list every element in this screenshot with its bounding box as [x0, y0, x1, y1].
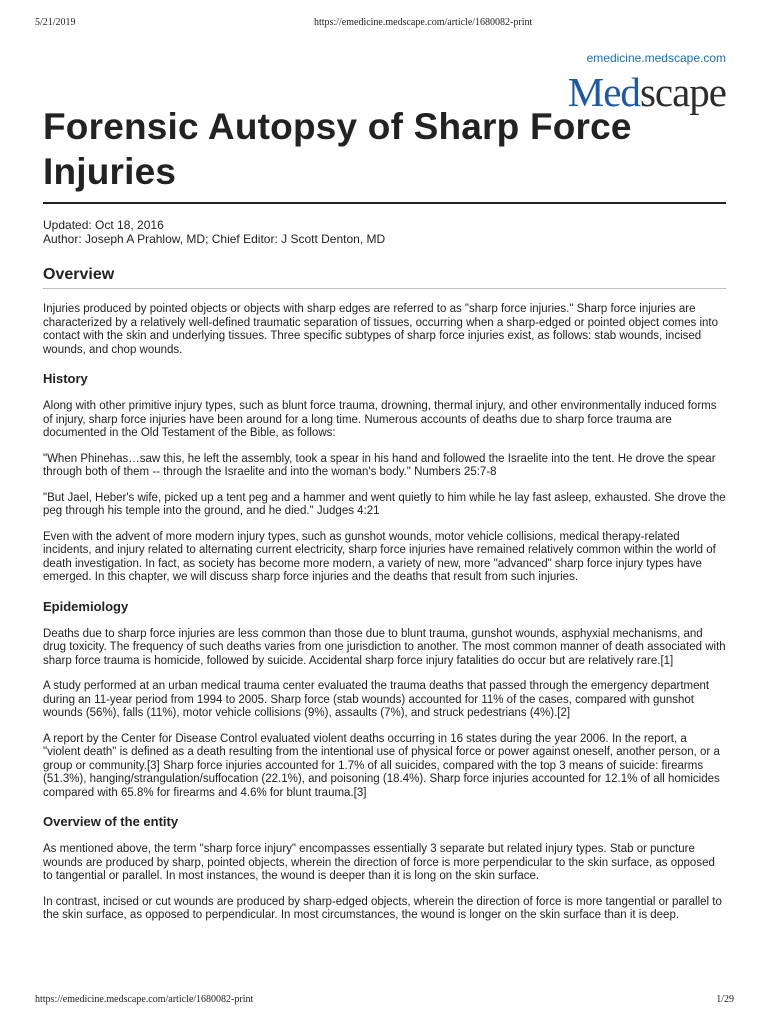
logo-part-med: Med [567, 69, 640, 115]
title-divider [43, 202, 726, 204]
epidemiology-paragraph-1: Deaths due to sharp force injuries are less common than those due to blunt trauma, gunshot wounds, asphyxial mechanisms, and drug toxicity. The frequency of such deaths varies from one jurisdiction to another. The most common manner of death associated with sharp force trauma is homicide, followed by suicide. Accidental sharp force injury fatalities do occur but are relatively rare.[1] [43, 627, 726, 667]
article-title: Forensic Autopsy of Sharp Force Injuries [43, 106, 632, 192]
overview-intro: Injuries produced by pointed objects or objects with sharp edges are referred to as "sharp force injuries." Sharp force injuries are characterized by a relatively well-defined traumatic separation of tissues, occurring when a sharp-edged or pointed object comes into contact with the skin and underlying tissues. Three specific subtypes of sharp force injuries exist, as follows: stab wounds, incised wounds, and chop wounds. [43, 303, 719, 356]
epidemiology-heading: Epidemiology [43, 598, 129, 614]
print-url[interactable]: https://emedicine.medscape.com/article/1680082-print [314, 17, 533, 28]
entity-paragraph-1: As mentioned above, the term "sharp force injury" encompasses essentially 3 separate but related injury types. Stab or puncture wounds are produced by sharp, pointed objects, wherein the direction of force is more perpendicular to the skin surface, as opposed to tangential or parallel. In most instances, the wound is deeper than it is long on the skin surface. [43, 843, 715, 882]
print-header [0, 0, 768, 28]
article-meta [43, 218, 726, 246]
footer-url[interactable]: https://emedicine.medscape.com/article/1680082-print [35, 994, 254, 1005]
entity-paragraph-2: In contrast, incised or cut wounds are produced by sharp-edged objects, wherein the direction of force is more tangential or parallel to the skin surface, as opposed to perpendicular. In most circumstances, the wound is longer on the skin surface than it is deep. [43, 895, 722, 921]
entity-heading: Overview of the entity [43, 814, 179, 829]
overview-heading: Overview [43, 266, 726, 289]
author-line: Author: Joseph A Prahlow, MD; Chief Editor: J Scott Denton, MD [43, 232, 386, 246]
history-heading: History [43, 371, 88, 386]
epidemiology-paragraph-3: A report by the Center for Disease Control evaluated violent deaths occurring in 16 states during the year 2006. In the report, a "violent death" is defined as a death resulting from the intentional use of physical force or power against oneself, another person, or a group or community.[3] Sharp force injuries accounted for 1.7% of all suicides, compared with the top 3 means of suicide: firearms (51.3%), hanging/strangulation/suffocation (22.1%), and poisoning (18.4%). Sharp force injuries accounted for 12.1% of all homicides compared with 65.8% for firearms and 4.6% for blunt trauma.[3] [43, 732, 720, 799]
logo-part-scape: scape [639, 69, 726, 115]
history-quote-judges: "But Jael, Heber's wife, picked up a tent peg and a hammer and went quietly to him while he lay fast asleep, exhausted. She drove the peg through his temple into the ground, and he died." Judges 4:21 [43, 491, 726, 517]
site-link[interactable]: emedicine.medscape.com [586, 51, 726, 65]
history-paragraph-4: Even with the advent of more modern injury types, such as gunshot wounds, motor vehicle collisions, medical therapy-related incidents, and injury related to alternating current electricity, sharp force injuries have remained relatively common within the world of death investigation. In fact, as society has become more modern, a variety of new, more "advanced" sharp force injury types have emerged. In this chapter, we will discuss sharp force injuries and the deaths that result from such injuries. [43, 530, 716, 583]
article-content [43, 104, 726, 923]
epidemiology-paragraph-2: A study performed at an urban medical trauma center evaluated the trauma deaths that passed through the emergency department during an 11-year period from 1994 to 2005. Sharp force (stab wounds) accounted for 11% of the cases, compared with gunshot wounds (56%), falls (11%), motor vehicle collisions (9%), assaults (7%), and struck pedestrians (4%).[2] [43, 680, 710, 719]
history-quote-numbers: "When Phinehas…saw this, he left the assembly, took a spear in his hand and followed the Israelite into the tent. He drove the spear through both of them -- through the Israelite and into the woman's body." Numbers 25:7-8 [43, 452, 716, 478]
history-paragraph-1: Along with other primitive injury types, such as blunt force trauma, drowning, thermal injury, and other environmentally induced forms of injury, sharp force injuries have been around for a long time. Numerous accounts of deaths due to sharp force trauma are documented in the Old Testament of the Bible, as follows: [43, 400, 717, 439]
updated-date: Updated: Oct 18, 2016 [43, 218, 164, 232]
page-number: 1/29 [716, 994, 734, 1005]
print-footer [0, 994, 768, 1014]
print-date: 5/21/2019 [35, 17, 76, 28]
